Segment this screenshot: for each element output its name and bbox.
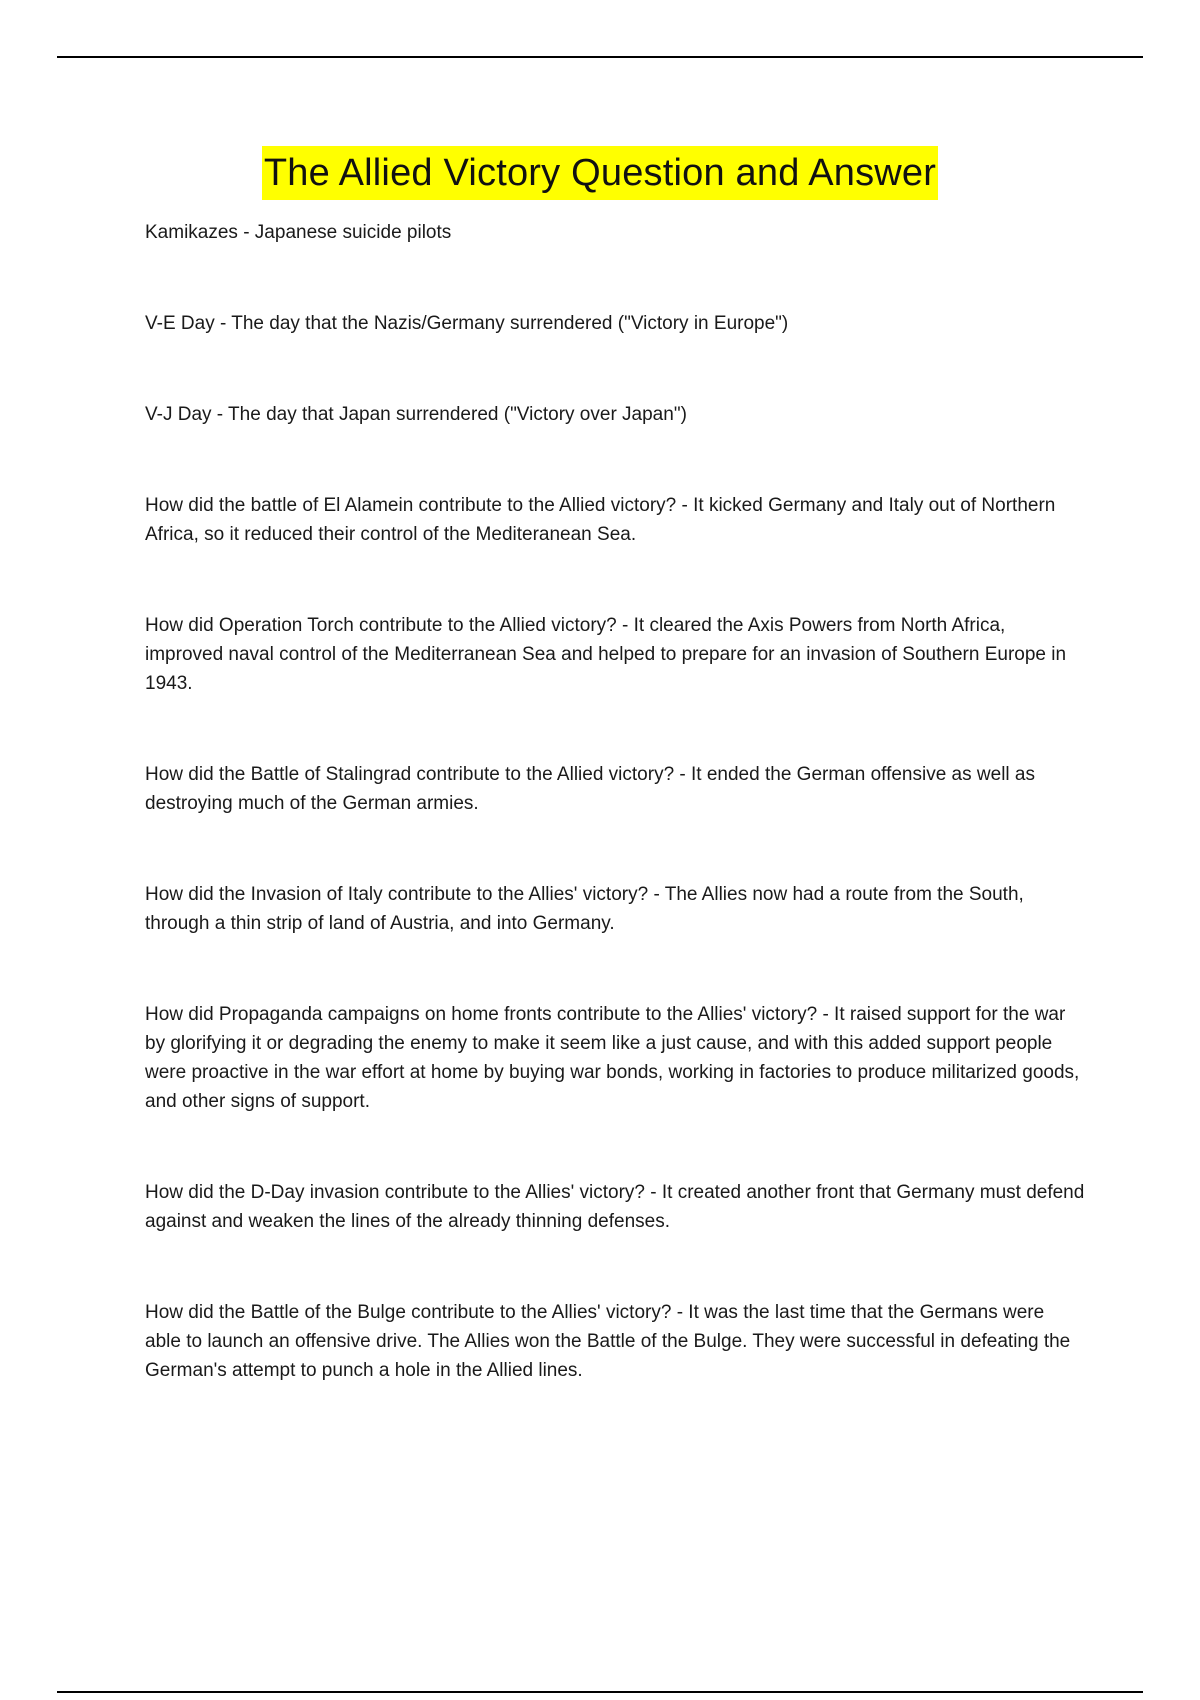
footer-rule <box>57 1691 1143 1693</box>
qa-list <box>145 218 1085 1385</box>
qa-entry-battle-of-the-bulge: How did the Battle of the Bulge contribute to the Allies' victory? - It was the last time that the Germans were able to launch an offensive drive. The Allies won the Battle of the Bulge. They were successful in defeating the German's attempt to punch a hole in the Allied lines. <box>145 1302 1071 1381</box>
qa-entry-invasion-of-italy: How did the Invasion of Italy contribute to the Allies' victory? - The Allies now had a route from the South, through a thin strip of land of Austria, and into Germany. <box>145 884 1024 934</box>
qa-entry-kamikazes: Kamikazes - Japanese suicide pilots <box>145 222 452 243</box>
header-rule <box>57 56 1143 58</box>
qa-entry-operation-torch: How did Operation Torch contribute to the Allied victory? - It cleared the Axis Powers from North Africa, improved naval control of the Mediterranean Sea and helped to prepare for an invasion of Southern Europe in 1943. <box>145 615 1067 694</box>
qa-entry-propaganda: How did Propaganda campaigns on home fronts contribute to the Allies' victory? - It raised support for the war by glorifying it or degrading the enemy to make it seem like a just cause, and with this added support people were proactive in the war effort at home by buying war bonds, working in factories to produce militarized goods, and other signs of support. <box>145 1004 1080 1112</box>
qa-entry-ve-day: V-E Day - The day that the Nazis/Germany surrendered ("Victory in Europe") <box>145 313 789 334</box>
page-title: The Allied Victory Question and Answer <box>262 146 938 200</box>
qa-entry-stalingrad: How did the Battle of Stalingrad contribute to the Allied victory? - It ended the German offensive as well as destroying much of the German armies. <box>145 764 1035 814</box>
qa-entry-vj-day: V-J Day - The day that Japan surrendered ("Victory over Japan") <box>145 404 687 425</box>
title-container <box>0 146 1200 200</box>
qa-entry-d-day: How did the D-Day invasion contribute to the Allies' victory? - It created another front that Germany must defend against and weaken the lines of the already thinning defenses. <box>145 1182 1085 1232</box>
qa-entry-el-alamein: How did the battle of El Alamein contribute to the Allied victory? - It kicked Germany and Italy out of Northern Africa, so it reduced their control of the Mediteranean Sea. <box>145 495 1056 545</box>
